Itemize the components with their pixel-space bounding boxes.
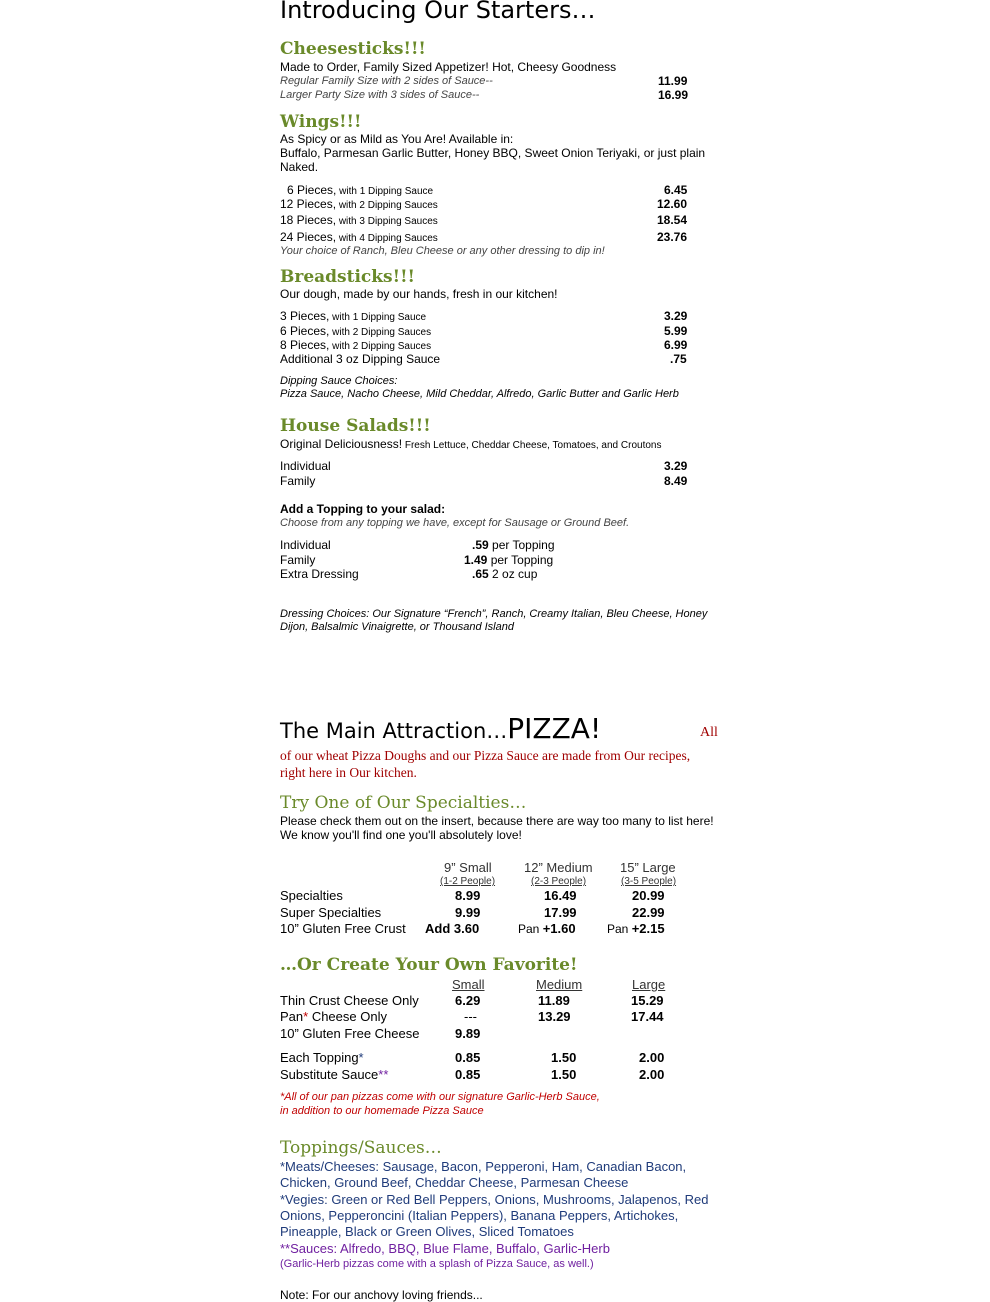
cheesesticks-heading: Cheesesticks!!!: [280, 39, 426, 59]
salad-item: Family: [280, 474, 316, 488]
breadsticks-price: 5.99: [664, 324, 688, 338]
extra-row-medium: 1.50: [551, 1050, 577, 1065]
size-people: (1-2 People): [440, 876, 496, 887]
wings-flavors: Buffalo, Parmesan Garlic Butter, Honey BBQ, Sweet Onion Teriyaki, or just plain Naked.: [280, 146, 706, 174]
create-row-label: 10” Gluten Free Cheese: [280, 1026, 420, 1041]
wings-item: 12 Pieces, with 2 Dipping Sauces: [280, 197, 438, 211]
toppings-veggies: *Vegies: Green or Red Bell Peppers, Onions, Mushrooms, Jalapenos, Red Onions, Pepperoncini (Italian Peppers), Banana Peppers, Artichokes, Pineapple, Black or Green Olives, Sliced Tomatoes: [280, 1192, 709, 1239]
spec-row-label: Specialties: [280, 888, 343, 903]
size-people: (3-5 People): [621, 876, 677, 887]
spec-row-large: 20.99: [632, 888, 665, 903]
spec-row-medium: 17.99: [544, 905, 577, 920]
wings-price: 6.45: [664, 183, 688, 197]
breadsticks-price: 3.29: [664, 309, 688, 323]
breadsticks-item: 8 Pieces, with 2 Dipping Sauces: [280, 338, 432, 352]
wings-note: Your choice of Ranch, Bleu Cheese or any other dressing to dip in!: [280, 245, 605, 257]
pan-note: *All of our pan pizzas come with our signature Garlic-Herb Sauce,: [280, 1091, 600, 1103]
extra-row-medium: 1.50: [551, 1067, 577, 1082]
anchovy-note: Note: For our anchovy loving friends...: [280, 1288, 483, 1302]
gf-row-medium: Pan +1.60: [518, 921, 576, 936]
extra-row-small: 0.85: [455, 1067, 481, 1082]
specialties-heading: Try One of Our Specialties…: [280, 793, 527, 813]
create-row-large: 17.44: [631, 1009, 664, 1024]
wings-desc: As Spicy or as Mild as You Are! Available in:: [280, 132, 514, 146]
dipping-choices-label: Dipping Sauce Choices:: [280, 375, 398, 387]
salad-topping-note: Choose from any topping we have, except for Sausage or Ground Beef.: [280, 517, 630, 529]
cheesesticks-item-price: 16.99: [658, 88, 689, 102]
size-name: 15” Large: [620, 860, 676, 875]
breadsticks-price: .75: [670, 352, 687, 366]
spec-row-label: Super Specialties: [280, 905, 382, 920]
topping-label: Individual: [280, 538, 331, 552]
create-row-small: 9.89: [455, 1026, 481, 1041]
extra-row-label: Each Topping*: [280, 1050, 364, 1065]
create-col: Medium: [536, 977, 583, 992]
gf-row-large: Pan +2.15: [607, 921, 665, 936]
salad-topping-heading: Add a Topping to your salad:: [280, 502, 446, 516]
breadsticks-item: Additional 3 oz Dipping Sauce: [280, 352, 441, 366]
dipping-choices: Pizza Sauce, Nacho Cheese, Mild Cheddar, Alfredo, Garlic Butter and Garlic Herb: [280, 388, 679, 400]
page-title: Introducing Our Starters…: [280, 0, 596, 24]
create-col: Small: [452, 977, 485, 992]
extra-row-small: 0.85: [455, 1050, 481, 1065]
create-row-small: ---: [464, 1009, 477, 1024]
size-name: 12” Medium: [524, 860, 593, 875]
toppings-meats: *Meats/Cheeses: Sausage, Bacon, Pepperoni, Ham, Canadian Bacon, Chicken, Ground Beef, Cheddar Cheese, Parmesan Cheese: [280, 1159, 687, 1190]
create-row-label: Pan* Cheese Only: [280, 1009, 387, 1024]
create-row-medium: 11.89: [538, 993, 570, 1008]
create-row-small: 6.29: [455, 993, 481, 1008]
salad-item: Individual: [280, 459, 331, 473]
create-heading: …Or Create Your Own Favorite!: [280, 955, 578, 975]
size-name: 9” Small: [444, 860, 492, 875]
extra-row-large: 2.00: [639, 1067, 665, 1082]
wings-item: 6 Pieces, with 1 Dipping Sauce: [287, 183, 434, 197]
breadsticks-desc: Our dough, made by our hands, fresh in our kitchen!: [280, 287, 558, 301]
wings-heading: Wings!!!: [280, 112, 362, 132]
toppings-heading: Toppings/Sauces…: [280, 1138, 442, 1158]
menu-page: [280, 0, 730, 1302]
extra-row-large: 2.00: [639, 1050, 665, 1065]
salads-heading: House Salads!!!: [280, 416, 431, 436]
create-row-medium: 13.29: [538, 1009, 571, 1024]
spec-row-small: 8.99: [455, 888, 481, 903]
breadsticks-item: 6 Pieces, with 2 Dipping Sauces: [280, 324, 432, 338]
wings-price: 12.60: [657, 197, 688, 211]
size-people: (2-3 People): [531, 876, 587, 887]
wings-item: 18 Pieces, with 3 Dipping Sauces: [280, 213, 438, 227]
cheesesticks-desc: Made to Order, Family Sized Appetizer! Hot, Cheesy Goodness: [280, 60, 617, 74]
breadsticks-price: 6.99: [664, 338, 688, 352]
wings-price: 23.76: [657, 230, 688, 244]
spec-row-small: 9.99: [455, 905, 481, 920]
topping-price: .59 per Topping: [472, 538, 555, 552]
toppings-sauces: **Sauces: Alfredo, BBQ, Blue Flame, Buffalo, Garlic-Herb: [280, 1241, 610, 1256]
topping-price: .65 2 oz cup: [472, 567, 538, 581]
cheesesticks-item-label: Larger Party Size with 3 sides of Sauce--: [280, 89, 480, 101]
breadsticks-item: 3 Pieces, with 1 Dipping Sauce: [280, 309, 427, 323]
specialties-desc: Please check them out on the insert, because there are way too many to list here! We know you'll find one you'll absolutely love!: [280, 814, 714, 842]
gf-row-small: Add 3.60: [425, 921, 480, 936]
spec-row-medium: 16.49: [544, 888, 577, 903]
spec-row-large: 22.99: [632, 905, 665, 920]
sauces-note: (Garlic-Herb pizzas come with a splash of Pizza Sauce, as well.): [280, 1258, 594, 1270]
pizza-intro: of our wheat Pizza Doughs and our Pizza Sauce are made from Our recipes, right here in Our kitchen.: [280, 748, 691, 780]
create-row-label: Thin Crust Cheese Only: [280, 993, 419, 1008]
pizza-all: All: [700, 725, 718, 740]
create-col: Large: [632, 977, 666, 992]
salad-price: 8.49: [664, 474, 688, 488]
pan-note: in addition to our homemade Pizza Sauce: [280, 1105, 484, 1117]
wings-item: 24 Pieces, with 4 Dipping Sauces: [280, 230, 438, 244]
breadsticks-heading: Breadsticks!!!: [280, 267, 416, 287]
topping-price: 1.49 per Topping: [464, 553, 554, 567]
gf-row-label: 10” Gluten Free Crust: [280, 921, 406, 936]
salads-desc: Original Deliciousness! Fresh Lettuce, Cheddar Cheese, Tomatoes, and Croutons: [280, 437, 662, 451]
extra-row-label: Substitute Sauce**: [280, 1067, 389, 1082]
topping-label: Family: [280, 553, 316, 567]
salad-price: 3.29: [664, 459, 688, 473]
cheesesticks-item-price: 11.99: [658, 74, 688, 88]
wings-price: 18.54: [657, 213, 688, 227]
topping-label: Extra Dressing: [280, 567, 359, 581]
dressing-choices: Dressing Choices: Our Signature “French”, Ranch, Creamy Italian, Bleu Cheese, Honey Dijon, Balsalmic Vinaigrette, or Thousand Island: [280, 608, 708, 633]
pizza-title: The Main Attraction…PIZZA!: [280, 712, 602, 745]
create-row-large: 15.29: [631, 993, 664, 1008]
cheesesticks-item-label: Regular Family Size with 2 sides of Sauce--: [280, 75, 493, 87]
